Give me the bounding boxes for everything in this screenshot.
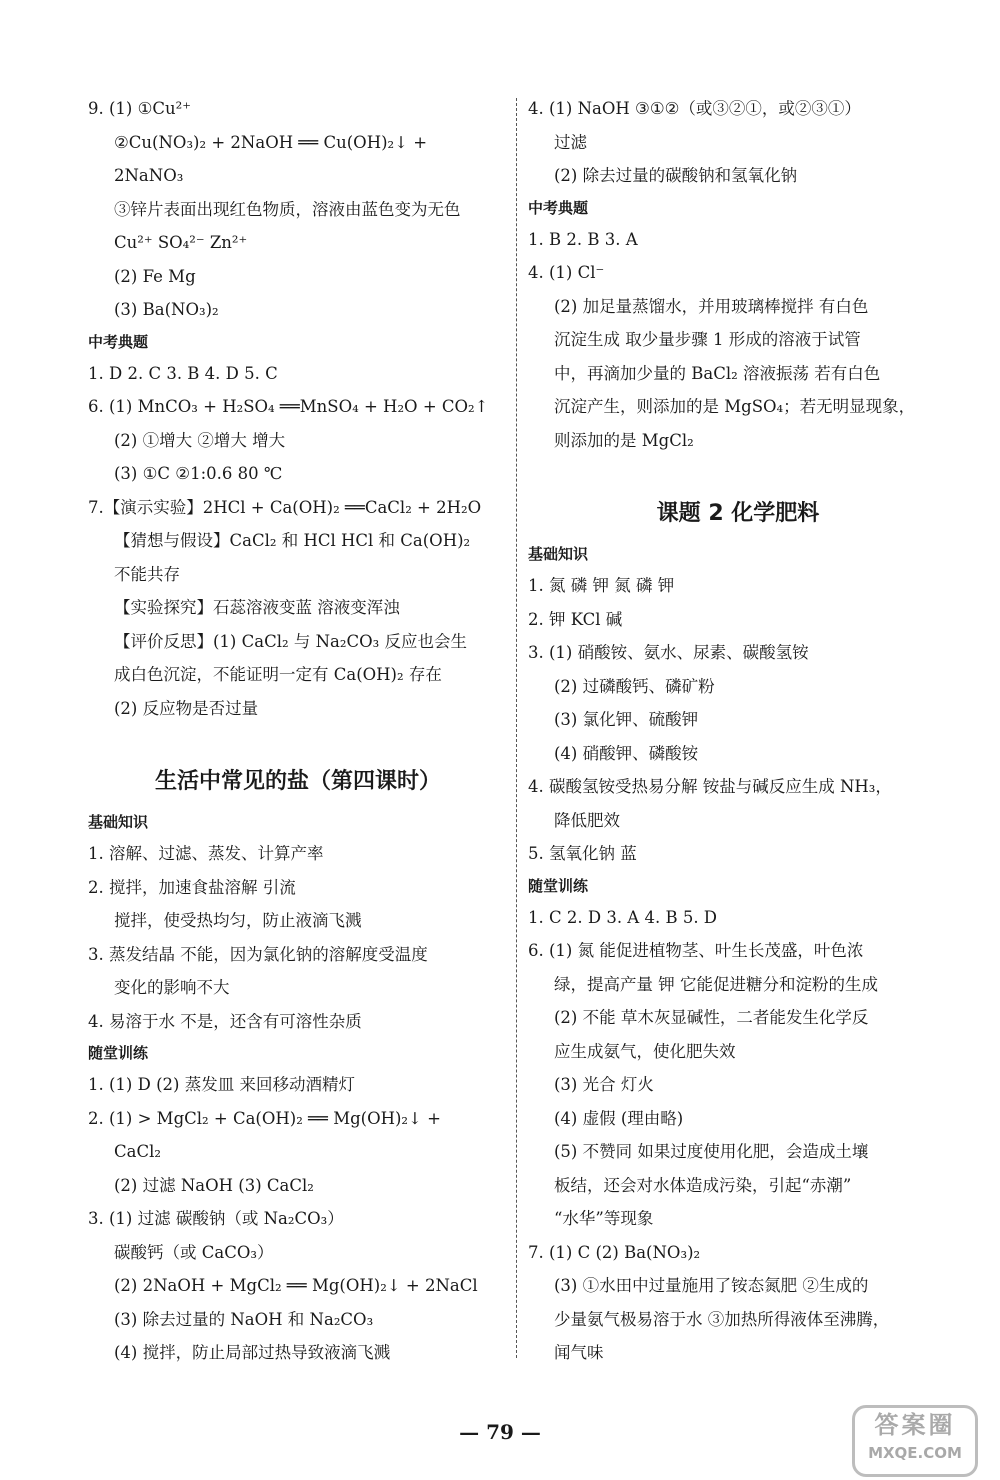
answer-line: 4. (1) Cl⁻ bbox=[528, 263, 605, 282]
answer-line: 【评价反思】(1) CaCl₂ 与 Na₂CO₃ 反应也会生 bbox=[114, 631, 467, 651]
left-column bbox=[88, 92, 508, 1370]
answer-line: (3) 光合 灯火 bbox=[554, 1075, 654, 1094]
answer-line: (3) 氯化钾、硫酸钾 bbox=[554, 710, 699, 729]
section-heading: 随堂训练 bbox=[88, 1044, 149, 1062]
answer-line: 搅拌，使受热均匀，防止液滴飞溅 bbox=[114, 911, 362, 930]
answer-line: 应生成氨气，使化肥失效 bbox=[554, 1041, 736, 1061]
answer-line: (4) 虚假 (理由略) bbox=[554, 1108, 684, 1128]
answer-line: 沉淀生成 取少量步骤 1 形成的溶液于试管 bbox=[554, 330, 861, 349]
answer-line: (5) 不赞同 如果过度使用化肥，会造成土壤 bbox=[554, 1142, 869, 1161]
answer-line: (2) 不能 草木灰显碱性，二者能发生化学反 bbox=[554, 1008, 869, 1027]
lesson-title: 生活中常见的盐（第四课时） bbox=[154, 769, 441, 794]
answer-line: 4. 碳酸氢铵受热易分解 铵盐与碱反应生成 NH₃， bbox=[528, 777, 892, 796]
answer-line: 2NaNO₃ bbox=[114, 166, 184, 185]
spacer bbox=[88, 725, 508, 747]
answer-line: (3) 除去过量的 NaOH 和 Na₂CO₃ bbox=[114, 1309, 374, 1329]
watermark-logo bbox=[852, 1405, 978, 1477]
answer-line: 1. 氮 磷 钾 氮 磷 钾 bbox=[528, 576, 675, 595]
answer-line: 闻气味 bbox=[554, 1343, 604, 1362]
answer-line: (2) 加足量蒸馏水，并用玻璃棒搅拌 有白色 bbox=[554, 296, 869, 316]
answer-line: 【猜想与假设】CaCl₂ 和 HCl HCl 和 Ca(OH)₂ bbox=[114, 531, 471, 550]
answer-line: Cu²⁺ SO₄²⁻ Zn²⁺ bbox=[114, 233, 248, 252]
answer-line: 中，再滴加少量的 BaCl₂ 溶液振荡 若有白色 bbox=[554, 363, 881, 383]
answer-line: (2) Fe Mg bbox=[114, 266, 196, 286]
answer-line: 6. (1) MnCO₃ + H₂SO₄ ══MnSO₄ + H₂O + CO₂↑ bbox=[88, 397, 489, 416]
answer-line: 少量氨气极易溶于水 ③加热所得液体至沸腾， bbox=[554, 1309, 890, 1329]
answer-line: (2) 反应物是否过量 bbox=[114, 698, 259, 718]
answer-line: 1. C 2. D 3. A 4. B 5. D bbox=[528, 907, 718, 927]
answer-line: 绿，提高产量 钾 它能促进糖分和淀粉的生成 bbox=[554, 974, 878, 994]
answer-line: 1. D 2. C 3. B 4. D 5. C bbox=[88, 363, 278, 383]
answer-line: (2) 除去过量的碳酸钠和氢氧化钠 bbox=[554, 166, 798, 185]
answer-line: ③锌片表面出现红色物质，溶液由蓝色变为无色 bbox=[114, 199, 461, 219]
answer-line: CaCl₂ bbox=[114, 1142, 161, 1161]
answer-line: 不能共存 bbox=[114, 564, 180, 584]
answer-line: 碳酸钙（或 CaCO₃） bbox=[114, 1242, 274, 1262]
answer-line: 则添加的是 MgCl₂ bbox=[554, 430, 694, 450]
answer-line: 4. (1) NaOH ③①②（或③②①，或②③①） bbox=[528, 99, 861, 118]
answer-line: 1. 溶解、过滤、蒸发、计算产率 bbox=[88, 844, 324, 863]
watermark-text: 答案圈 bbox=[874, 1411, 956, 1439]
answer-line: 2. 钾 KCl 碱 bbox=[528, 609, 623, 629]
answer-line: (3) Ba(NO₃)₂ bbox=[114, 300, 219, 319]
section-heading: 随堂训练 bbox=[528, 876, 589, 895]
answer-line: (2) 2NaOH + MgCl₂ ══ Mg(OH)₂↓ + 2NaCl bbox=[114, 1276, 478, 1295]
column-divider bbox=[516, 98, 517, 1358]
answer-line: (3) ①C ②1:0.6 80 ℃ bbox=[114, 464, 283, 483]
watermark-url: MXQE.COM bbox=[868, 1444, 962, 1462]
answer-line: 3. 蒸发结晶 不能，因为氯化钠的溶解度受温度 bbox=[88, 944, 428, 964]
answer-line: (2) 过磷酸钙、磷矿粉 bbox=[554, 676, 715, 696]
answer-line: 1. (1) D (2) 蒸发皿 来回移动酒精灯 bbox=[88, 1075, 355, 1094]
answer-line: “水华”等现象 bbox=[554, 1209, 654, 1228]
answer-line: 【实验探究】石蕊溶液变蓝 溶液变浑浊 bbox=[114, 598, 400, 617]
answer-line: 变化的影响不大 bbox=[114, 978, 230, 997]
answer-line: ②Cu(NO₃)₂ + 2NaOH ══ Cu(OH)₂↓ + bbox=[114, 132, 428, 152]
answer-line: 成白色沉淀，不能证明一定有 Ca(OH)₂ 存在 bbox=[114, 665, 442, 684]
spacer bbox=[528, 457, 948, 479]
answer-line: 5. 氢氧化钠 蓝 bbox=[528, 844, 637, 863]
answer-line: 沉淀产生，则添加的是 MgSO₄；若无明显现象， bbox=[554, 397, 916, 416]
answer-line: 降低肥效 bbox=[554, 810, 620, 830]
right-column bbox=[528, 92, 948, 1370]
section-heading: 基础知识 bbox=[88, 813, 149, 831]
answer-line: 9. (1) ①Cu²⁺ bbox=[88, 99, 191, 118]
answer-line: 板结，还会对水体造成污染，引起“赤潮” bbox=[554, 1175, 852, 1195]
answer-line: (2) 过滤 NaOH (3) CaCl₂ bbox=[114, 1175, 314, 1195]
answer-line: 2. (1) > MgCl₂ + Ca(OH)₂ ══ Mg(OH)₂↓ + bbox=[88, 1108, 441, 1128]
answer-line: 3. (1) 硝酸铵、氨水、尿素、碳酸氢铵 bbox=[528, 643, 809, 662]
section-heading: 中考典题 bbox=[88, 332, 149, 351]
answer-line: 4. 易溶于水 不是，还含有可溶性杂质 bbox=[88, 1011, 362, 1031]
answer-line: 6. (1) 氮 能促进植物茎、叶生长茂盛，叶色浓 bbox=[528, 941, 864, 960]
answer-line: (4) 硝酸钾、磷酸铵 bbox=[554, 743, 699, 763]
answer-line: (4) 搅拌，防止局部过热导致液滴飞溅 bbox=[114, 1343, 391, 1362]
lesson-title: 课题 2 化学肥料 bbox=[656, 501, 820, 526]
page-number: — 79 — bbox=[459, 1420, 541, 1444]
answer-line: (2) ①增大 ②增大 增大 bbox=[114, 430, 286, 450]
answer-line: (3) ①水田中过量施用了铵态氮肥 ②生成的 bbox=[554, 1276, 869, 1295]
answer-line: 过滤 bbox=[554, 132, 587, 152]
section-heading: 基础知识 bbox=[528, 545, 589, 563]
answer-line: 1. B 2. B 3. A bbox=[528, 229, 638, 249]
answer-line: 7.【演示实验】2HCl + Ca(OH)₂ ══CaCl₂ + 2H₂O bbox=[88, 497, 482, 517]
answer-line: 3. (1) 过滤 碳酸钠（或 Na₂CO₃） bbox=[88, 1209, 344, 1228]
section-heading: 中考典题 bbox=[528, 198, 589, 217]
answer-line: 2. 搅拌，加速食盐溶解 引流 bbox=[88, 877, 296, 897]
answer-line: 7. (1) C (2) Ba(NO₃)₂ bbox=[528, 1242, 701, 1262]
